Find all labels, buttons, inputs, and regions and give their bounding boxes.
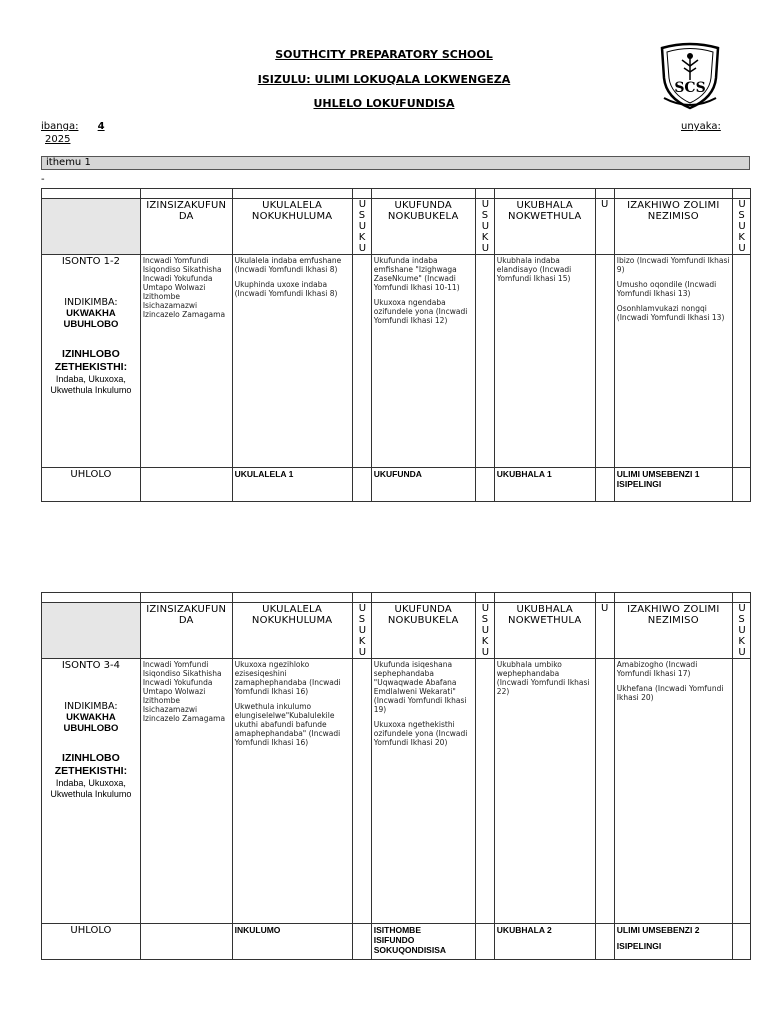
header-blank [42, 603, 141, 659]
header-reading: UKUFUNDA NOKUBUKELA [371, 603, 475, 659]
text-types-label: IZINHLOBO ZETHEKISTHI: [54, 752, 128, 777]
header-usuku: U S U K U [475, 199, 494, 255]
text-types-value: Indaba, Ukuxoxa, Ukwethula Inkulumo [50, 374, 132, 395]
week-label: ISONTO 3-4 [61, 660, 120, 671]
header-usuku: U S U K U [352, 199, 371, 255]
assessment-label: UHLOLO [42, 924, 141, 960]
grade-label: ibanga: [41, 121, 79, 132]
header-blank [42, 199, 141, 255]
text-types-value: Indaba, Ukuxoxa, Ukwethula Inkulumo [50, 778, 132, 799]
assessment-reading: UKUFUNDA [371, 468, 475, 502]
week-cell [42, 659, 141, 924]
reading-cell: Ukufunda isiqeshana sephephandaba "Uqwaqwade Abafana Emdlalweni Wekarati" (Incwadi Yomfundi Ikhasi 19) Ukuxoxa ngethekisthi ozifundele yona (Incwadi Yomfundi Ikhasi 20) [371, 659, 475, 924]
listening-cell: Ukulalela indaba emfushane (Incwadi Yomfundi Ikhasi 8) Ukuphinda uxoxe indaba (Incwadi Yomfundi Ikhasi 8) [232, 255, 352, 468]
assessment-language: ULIMI UMSEBENZI 1 ISIPELINGI [614, 468, 732, 502]
lesson-plan-table-1 [41, 188, 751, 502]
header-u: U [595, 199, 614, 255]
assessment-reading: ISITHOMBE ISIFUNDO SOKUQONDISISA [371, 924, 475, 960]
language-cell: Amabizogho (Incwadi Yomfundi Ikhasi 17) Ukhefana (Incwadi Yomfundi Ikhasi 20) [614, 659, 732, 924]
header-writing: UKUBHALA NOKWETHULA [494, 603, 595, 659]
assessment-language: ULIMI UMSEBENZI 2 ISIPELINGI [614, 924, 732, 960]
school-crest-icon [654, 40, 726, 112]
theme-value: UKWAKHA UBUHLOBO [63, 308, 119, 330]
theme-label: INDIKIMBA: [64, 297, 118, 308]
theme-value: UKWAKHA UBUHLOBO [63, 712, 119, 734]
resources-cell: Incwadi Yomfundi Isiqondiso Sikathisha Incwadi Yokufunda Umtapo Wolwazi Izithombe Isichazamazwi Izincazelo Zamagama [140, 255, 232, 468]
header-u: U [595, 603, 614, 659]
table-spacer-row [42, 189, 751, 199]
table-header-row [42, 603, 751, 659]
crest-letters: SCS [674, 80, 706, 96]
year-value: 2025 [45, 134, 71, 145]
header-language: IZAKHIWO ZOLIMI NEZIMISO [614, 603, 732, 659]
language-cell: Ibizo (Incwadi Yomfundi Ikhasi 9) Umusho oqondile (Incwadi Yomfundi Ikhasi 13) Osonhlamvukazi nongqi (Incwadi Yomfundi Ikhasi 13) [614, 255, 732, 468]
assessment-listening: INKULUMO [232, 924, 352, 960]
term-label: ithemu 1 [46, 157, 91, 168]
header-resources: IZINSIZAKUFUN DA [140, 603, 232, 659]
header-writing: UKUBHALA NOKWETHULA [494, 199, 595, 255]
listening-cell: Ukuxoxa ngezihloko ezisesiqeshini zamaphephandaba (Incwadi Yomfundi Ikhasi 16) Ukwethula inkulumo elungiselelwe"Kubalulekile ukuthi abafundi bafunde amaphephandaba" (Incwadi Yomfundi Ikhasi 16) [232, 659, 352, 924]
assessment-listening: UKULALELA 1 [232, 468, 352, 502]
week-cell [42, 255, 141, 468]
table-spacer-row [42, 593, 751, 603]
assessment-writing: UKUBHALA 2 [494, 924, 595, 960]
writing-cell: Ukubhala indaba elandisayo (Incwadi Yomfundi Ikhasi 15) [494, 255, 595, 468]
resources-cell: Incwadi Yomfundi Isiqondiso Sikathisha Incwadi Yokufunda Umtapo Wolwazi Izithombe Isichazamazwi Izincazelo Zamagama [140, 659, 232, 924]
assessment-row [42, 468, 751, 502]
writing-cell: Ukubhala umbiko wephephandaba (Incwadi Yomfundi Ikhasi 22) [494, 659, 595, 924]
header-usuku: U S U K U [732, 199, 750, 255]
table-row [42, 255, 751, 468]
theme-label: INDIKIMBA: [64, 701, 118, 712]
assessment-writing: UKUBHALA 1 [494, 468, 595, 502]
lesson-plan-table-2 [41, 592, 751, 960]
header-reading: UKUFUNDA NOKUBUKELA [371, 199, 475, 255]
dash-text: - [41, 174, 45, 185]
header-usuku: U S U K U [352, 603, 371, 659]
grade-row [41, 121, 166, 132]
school-name: SOUTHCITY PREPARATORY SCHOOL [275, 48, 493, 61]
assessment-label: UHLOLO [42, 468, 141, 502]
term-bar [41, 156, 750, 170]
header-usuku: U S U K U [732, 603, 750, 659]
reading-cell: Ukufunda indaba emfishane "Izighwaga ZaseNkume" (Incwadi Yomfundi Ikhasi 10-11) Ukuxoxa ngendaba ozifundele yona (Incwadi Yomfundi Ikhasi 12) [371, 255, 475, 468]
grade-value: 4 [97, 121, 105, 132]
assessment-row [42, 924, 751, 960]
header-listening: UKULALELA NOKUKHULUMA [232, 603, 352, 659]
header-listening: UKULALELA NOKUKHULUMA [232, 199, 352, 255]
table-header-row [42, 199, 751, 255]
table-row [42, 659, 751, 924]
week-label: ISONTO 1-2 [61, 256, 120, 267]
document-title: UHLELO LOKUFUNDISA [313, 97, 455, 110]
header-language: IZAKHIWO ZOLIMI NEZIMISO [614, 199, 732, 255]
header-usuku: U S U K U [475, 603, 494, 659]
year-label: unyaka: [681, 121, 721, 132]
header-resources: IZINSIZAKUFUN DA [140, 199, 232, 255]
subject-title: ISIZULU: ULIMI LOKUQALA LOKWENGEZA [257, 73, 511, 86]
text-types-label: IZINHLOBO ZETHEKISTHI: [54, 348, 128, 373]
